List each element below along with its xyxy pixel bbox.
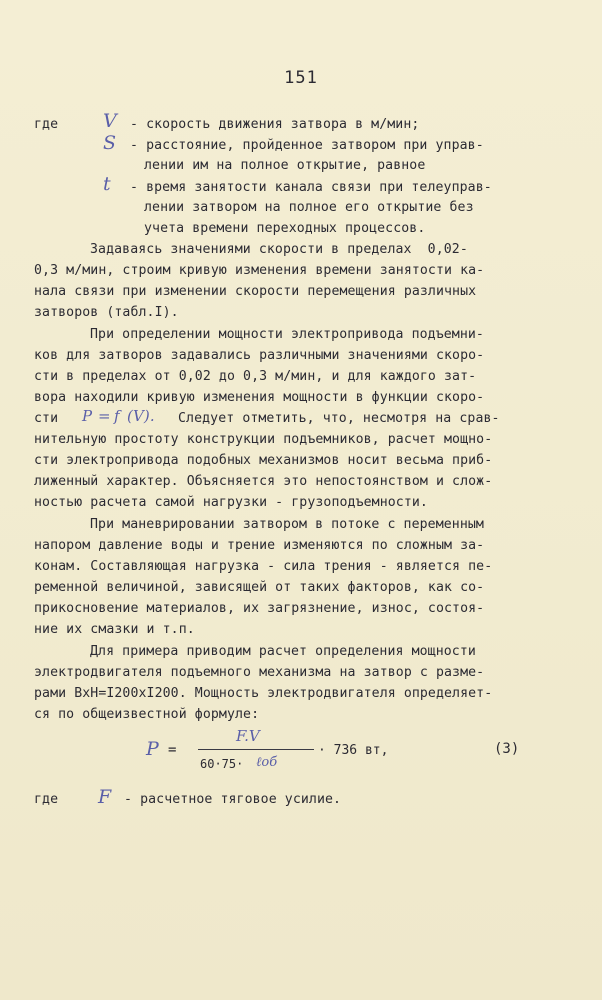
function-p: P — [82, 407, 93, 425]
paragraph-2-line2: ков для затворов задавались различными значениями скоро- — [34, 348, 485, 363]
variable-t: t — [103, 173, 111, 195]
formula-lhs: P — [146, 738, 159, 760]
variable-f: F — [98, 786, 112, 808]
definition-s-line2: лении им на полное открытие, равное — [144, 158, 426, 173]
paragraph-4-line4: ся по общеизвестной формуле: — [34, 707, 260, 722]
paragraph-2-line4: вора находили кривую изменения мощности в функции скоро- — [34, 390, 485, 405]
paragraph-1-line1: Задаваясь значениями скорости в пределах 0,02- — [90, 242, 468, 257]
formula-fraction-bar — [198, 749, 314, 750]
paragraph-2-line1: При определении мощности электропривода подъемни- — [90, 327, 484, 342]
paragraph-4-line3: рами ВхН=I200хI200. Мощность электродвигателя определяет- — [34, 686, 493, 701]
paragraph-3-line6: ние их смазки и т.п. — [34, 622, 195, 637]
definition-s-line1: - расстояние, пройденное затвором при управ- — [130, 138, 484, 153]
paragraph-2-line5-start: сти — [34, 411, 59, 426]
formula-numerator: F.V — [236, 727, 260, 745]
formula-number: (3) — [494, 741, 520, 757]
paragraph-1-line3: нала связи при изменении скорости перемещения различных — [34, 284, 477, 299]
variable-s: S — [103, 132, 117, 154]
where-label-2: где — [34, 792, 59, 807]
definition-t-line3: учета времени переходных процессов. — [144, 221, 426, 236]
paragraph-4-line2: электродвигателя подъемного механизма на затвор с разме- — [34, 665, 485, 680]
variable-v: V — [103, 110, 117, 132]
where-label: где — [34, 117, 59, 132]
definition-v: - скорость движения затвора в м/мин; — [130, 117, 420, 132]
paragraph-2-line8: лиженный характер. Объясняется это непостоянством и слож- — [34, 474, 493, 489]
paragraph-3-line2: напором давление воды и трение изменяются по сложным за- — [34, 538, 485, 553]
definition-t-line2: лении затвором на полное его открытие без — [144, 200, 474, 215]
definition-t-line1: - время занятости канала связи при телеуправ- — [130, 180, 492, 195]
formula-equals: = — [168, 742, 177, 758]
paragraph-2-line5-end: Следует отметить, что, несмотря на срав- — [178, 411, 500, 426]
definition-f: - расчетное тяговое усилие. — [124, 792, 342, 807]
paragraph-3-line1: При маневрировании затвором в потоке с переменным — [90, 517, 484, 532]
paragraph-1-line2: 0,3 м/мин, строим кривую изменения времени занятости ка- — [34, 263, 485, 278]
formula-factor: · 736 вт, — [318, 743, 389, 758]
function-equals: = — [98, 407, 111, 425]
paragraph-2-line6: нительную простоту конструкции подъемников, расчет мощно- — [34, 432, 493, 447]
paragraph-2-line3: сти в пределах от 0,02 до 0,3 м/мин, и для каждого зат- — [34, 369, 477, 384]
function-f: f — [114, 407, 120, 425]
paragraph-2-line9: ностью расчета самой нагрузки - грузоподъемности. — [34, 495, 428, 510]
paragraph-1-line4: затворов (табл.I). — [34, 305, 179, 320]
paragraph-4-line1: Для примера приводим расчет определения мощности — [90, 644, 476, 659]
formula-denominator-efficiency: ℓоб — [256, 755, 278, 770]
page-number: 151 — [284, 68, 318, 88]
paragraph-3-line4: ременной величиной, зависящей от таких факторов, как со- — [34, 580, 485, 595]
paragraph-3-line3: конам. Составляющая нагрузка - сила трения - является пе- — [34, 559, 493, 574]
formula-denominator: 60·75· — [200, 757, 244, 771]
paragraph-2-line7: сти электропривода подобных механизмов носит весьма приб- — [34, 453, 493, 468]
paragraph-3-line5: прикосновение материалов, их загрязнение, износ, состоя- — [34, 601, 485, 616]
function-argument: (V). — [127, 407, 155, 425]
